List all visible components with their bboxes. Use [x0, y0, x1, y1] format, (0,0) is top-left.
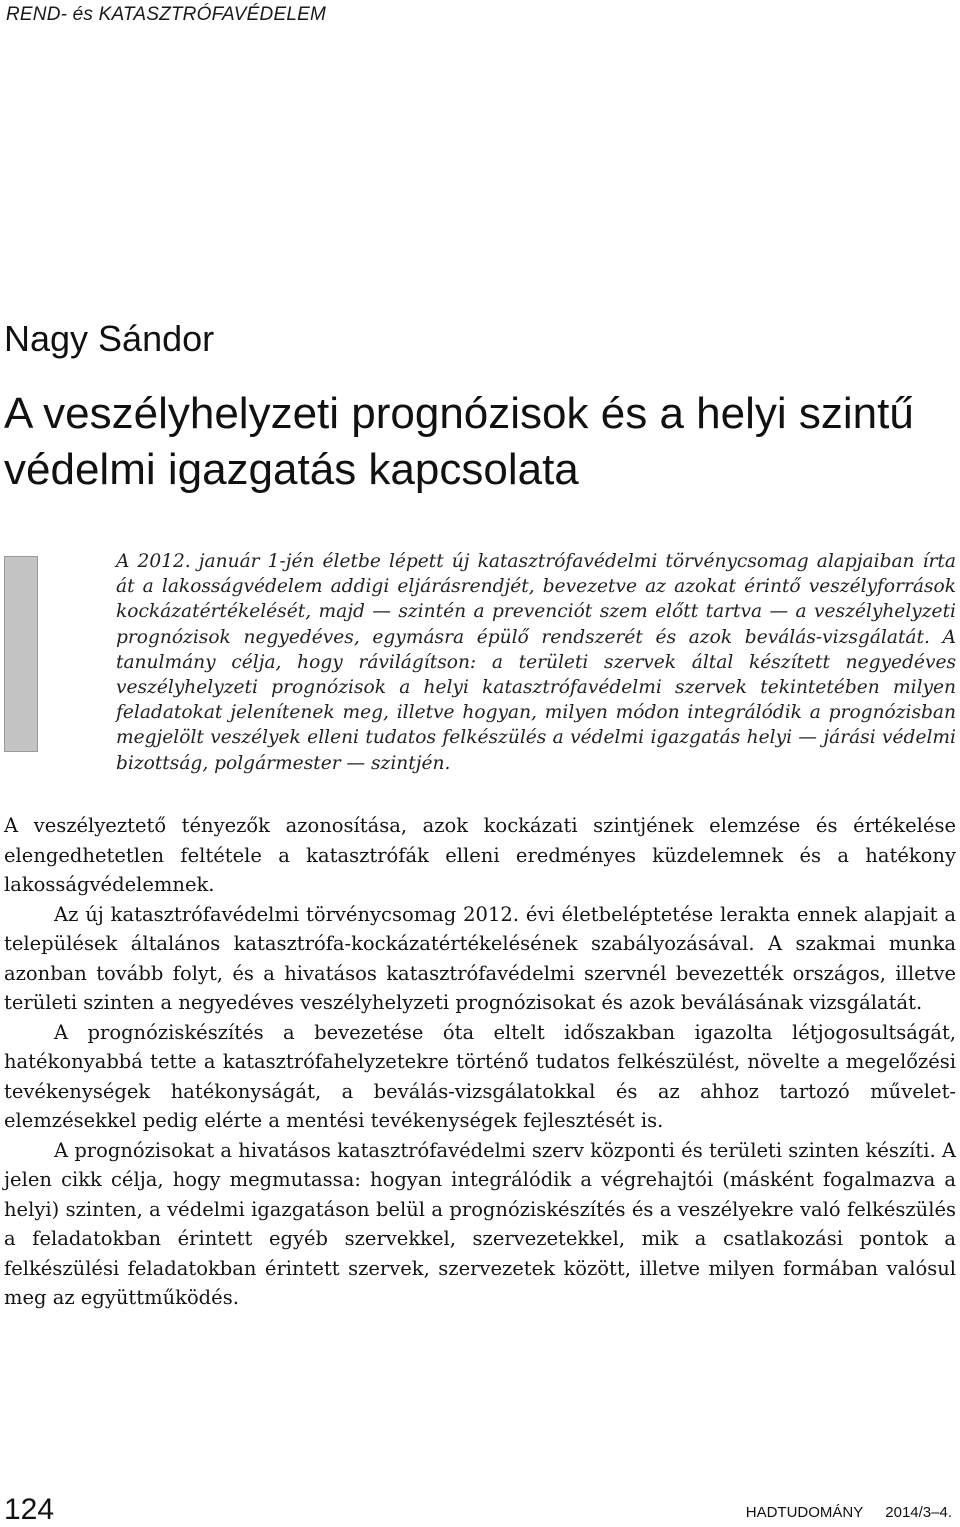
page-number: 124: [4, 1493, 55, 1526]
journal-footer: [746, 1504, 952, 1521]
abstract: [116, 549, 956, 776]
author-name: Nagy Sándor: [4, 318, 215, 359]
body-paragraph: A prognóziskészítés a bevezetése óta eltelt időszakban igazolta létjogosultságát, hatékonyabbá tette a katasztrófahelyzetekre történő tudatos felkészülést, növelte a megelőzési tevékenységek hatékonyságát, a beválás-vizsgálatokkal és az ahhoz tartozó művelet-elemzésekkel pedig elérte a mentési tevékenységek fejlesztését is.: [4, 1020, 956, 1132]
article-title: A veszélyhelyzeti prognózisok és a helyi szintű védelmi igazgatás kapcsolata: [4, 389, 914, 494]
article-body: [4, 811, 956, 1313]
journal-name: HADTUDOMÁNY: [745, 1504, 864, 1521]
abstract-marker-bar: [4, 556, 38, 752]
running-header: REND- és KATASZTRÓFAVÉDELEM: [6, 4, 327, 25]
journal-issue: 2014/3–4.: [885, 1504, 952, 1521]
abstract-text: A 2012. január 1-jén életbe lépett új katasztrófavédelmi törvénycsomag alapjaiban írta át a lakosságvédelem addigi eljárásrendjét, bevezetve az azokat érintő veszélyforrások kockázatértékelését, majd — szintén a prevenciót szem előtt tartva — a veszélyhelyzeti prognózisok negyedéves, egymásra épülő rendszerét és azok beválás-vizsgálatát. A tanulmány célja, hogy rávilágítson: a területi szervek által készített negyedéves veszélyhelyzeti prognózisok a helyi katasztrófavédelmi szervek tekintetében milyen feladatokat jelenítenek meg, illetve hogyan, milyen módon integrálódik a prognózisban megjelölt veszélyek elleni tudatos felkészülés a védelmi igazgatás helyi — járási védelmi bizottság, polgármester — szintjén.: [116, 551, 956, 774]
body-paragraph: A veszélyeztető tényezők azonosítása, azok kockázati szintjének elemzése és értékelése elengedhetetlen feltétele a katasztrófák elleni eredményes küzdelemnek és a hatékony lakosságvédelemnek.: [4, 814, 956, 896]
body-paragraph: Az új katasztrófavédelmi törvénycsomag 2012. évi életbeléptetése lerakta ennek alapjait a települések általános katasztrófa-kockázatértékelésének szabályozásával. A szakmai munka azonban tovább folyt, és a hivatásos katasztrófavédelmi szervnél bevezették országos, illetve területi szinten a negyedéves veszélyhelyzeti prognózisokat és azok beválásának vizsgálatát.: [4, 902, 956, 1014]
body-paragraph: A prognózisokat a hivatásos katasztrófavédelmi szerv központi és területi szinten készíti. A jelen cikk célja, hogy megmutassa: hogyan integrálódik a végrehajtói (másként fogalmazva a helyi) szinten, a védelmi igazgatáson belül a prognóziskészítés és a veszélyekre való felkészülés a feladatokban érintett egyéb szervekkel, szervezetekkel, mik a csatlakozási pontok a felkészülési feladatokban érintett szervek, szervezetek között, illetve milyen formában valósul meg az együttműködés.: [4, 1138, 956, 1309]
